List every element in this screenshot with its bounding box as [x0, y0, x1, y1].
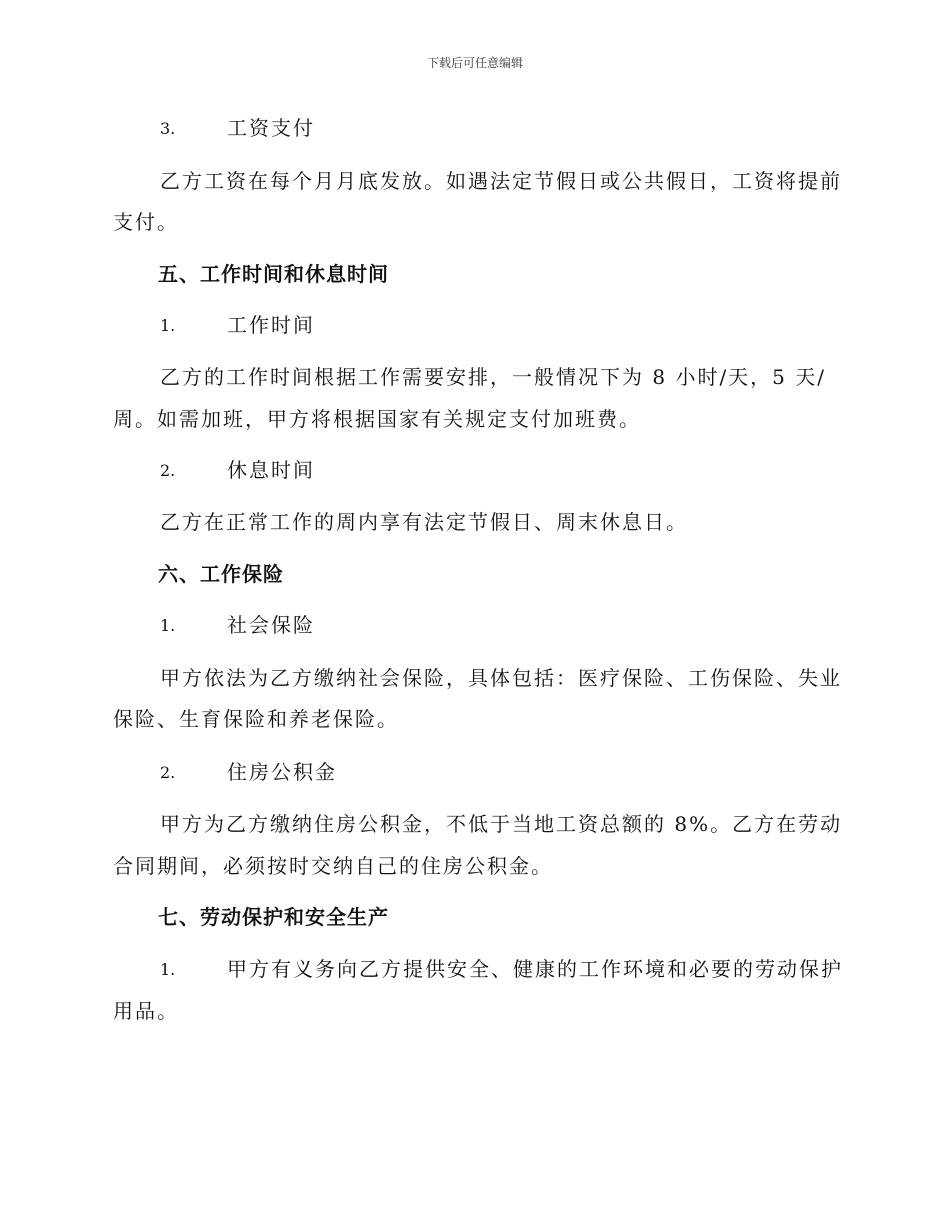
heading-six: 六、工作保险 [158, 562, 284, 586]
paragraph-worktime-line-1: 乙方的工作时间根据工作需要安排，一般情况下为 8 小时/天，5 天/ [160, 365, 826, 389]
paragraph-insurance-line-2: 保险、生育保险和养老保险。 [113, 707, 399, 731]
section-7-1-text-line-1: 甲方有义务向乙方提供安全、健康的工作环境和必要的劳动保护 [227, 957, 843, 981]
heading-seven: 七、劳动保护和安全生产 [158, 905, 389, 929]
paragraph-salary-line-1: 乙方工资在每个月月底发放。如遇法定节假日或公共假日，工资将提前 [160, 169, 842, 193]
section-3-number: 3. [160, 119, 176, 138]
page-header: 下载后可任意编辑 [426, 56, 523, 70]
section-5-1-number: 1. [160, 316, 176, 335]
paragraph-worktime-line-2: 周。如需加班，甲方将根据国家有关规定支付加班费。 [113, 407, 641, 431]
section-6-2-number: 2. [160, 763, 176, 782]
paragraph-housing-fund-line-2: 合同期间，必须按时交纳自己的住房公积金。 [113, 854, 553, 878]
section-6-1-title: 社会保险 [227, 613, 315, 637]
section-5-2-number: 2. [160, 461, 176, 480]
section-6-2-title: 住房公积金 [227, 760, 337, 784]
paragraph-insurance-line-1: 甲方依法为乙方缴纳社会保险，具体包括：医疗保险、工伤保险、失业 [160, 666, 842, 690]
section-6-1-number: 1. [160, 616, 176, 635]
heading-five: 五、工作时间和休息时间 [158, 262, 389, 286]
section-7-1-number: 1. [160, 960, 176, 979]
paragraph-salary-line-2: 支付。 [113, 210, 179, 234]
section-7-1-text-line-2: 用品。 [113, 999, 179, 1023]
section-3-title: 工资支付 [227, 116, 315, 140]
paragraph-rest-line-1: 乙方在正常工作的周内享有法定节假日、周末休息日。 [160, 510, 688, 534]
section-5-2-title: 休息时间 [227, 458, 315, 482]
paragraph-housing-fund-line-1: 甲方为乙方缴纳住房公积金，不低于当地工资总额的 8%。乙方在劳动 [160, 812, 843, 836]
section-5-1-title: 工作时间 [227, 313, 315, 337]
